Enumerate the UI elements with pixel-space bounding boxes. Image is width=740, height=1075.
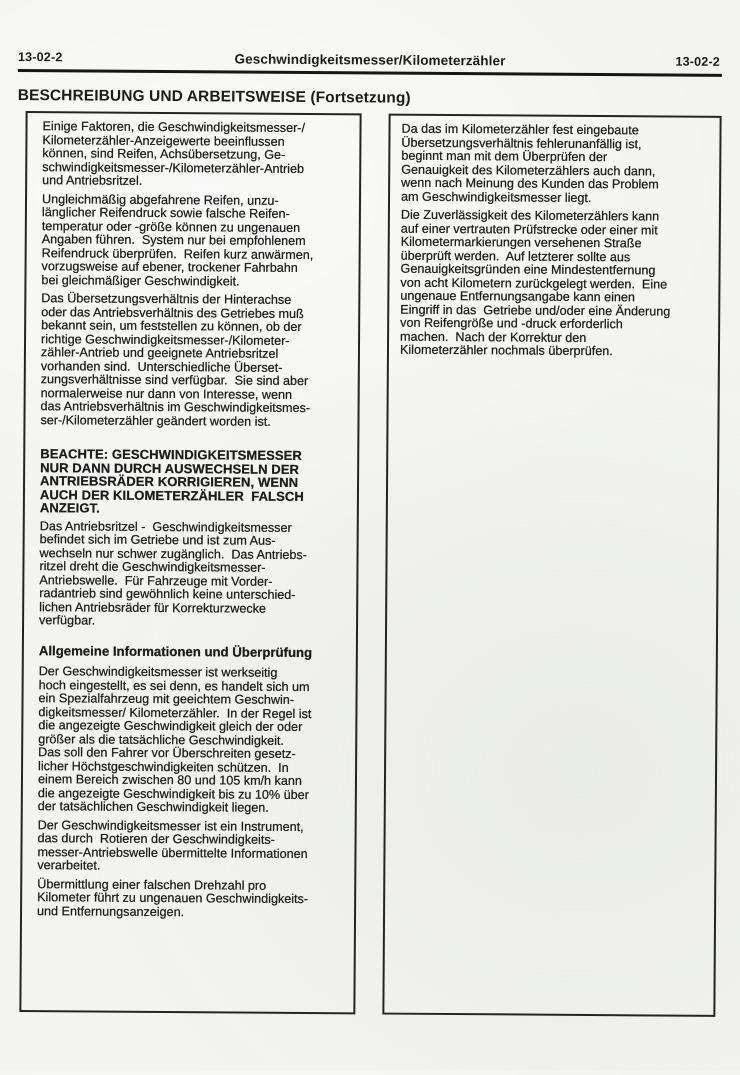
page-number-right: 13-02-2 bbox=[675, 54, 721, 69]
section-title: BESCHREIBUNG UND ARBEITSWEISE (Fortsetzung) bbox=[17, 86, 411, 107]
paragraph-reliability: Die Zuverlässigkeit des Kilometerzählers kann auf einer vertrauten Prüfstrecke oder einer mit Kilometermarkierungen versehenen Straße überprüft werden. Auf letzterer sollte aus Genauigkeitsgründen eine Mindestentfernung von acht Kilometern zurückgelegt werden. Eine ungenaue Entfernungsangabe kann einen Eingriff in das Getriebe und/oder eine Änderung von Reifengröße und -druck erforderlich machen. Nach der Korrektur den Kilometerzähler nochmals überprüfen. bbox=[399, 207, 671, 359]
paragraph-odometer-ratio: Da das im Kilometerzähler fest eingebaute Übersetzungsverhältnis fehlerunanfällig ist, beginnt man mit dem Überprüfen der Genauigkeit des Kilometerzählers auch dann, wenn nach Meinung des Kunden das Problem am Geschwindigkeitsmesser liegt. bbox=[401, 121, 659, 205]
left-column-box bbox=[19, 111, 361, 1014]
header-rule bbox=[18, 69, 722, 77]
paragraph-instrument: Der Geschwindigkeitsmesser ist ein Instrument, das durch Rotieren der Geschwindigkeits- messer-Antriebswelle übermittelte Informationen verarbeitet. bbox=[37, 818, 308, 874]
header-title: Geschwindigkeitsmesser/Kilometerzähler bbox=[234, 51, 506, 69]
page-header bbox=[0, 0, 740, 69]
note-beachte: BEACHTE: GESCHWINDIGKEITSMESSER NUR DANN DURCH AUSWECHSELN DER ANTRIEBSRÄDER KORRIGIEREN, WENN AUCH DER KILOMETERZÄHLER FALSCH ANZEIGT. bbox=[39, 446, 304, 516]
page-number-left: 13-02-2 bbox=[17, 49, 63, 65]
paragraph-pinion: Das Antriebsritzel - Geschwindigkeitsmesser befindet sich im Getriebe und ist zum Aus- wechseln nur schwer zugänglich. Das Antriebs- ritzel dreht die Geschwindigkeitsmesser- Antriebswelle. Für Fahrzeuge mit Vorder- radantrieb sind gewöhnlich keine unterschied- lichen Antriebsräder für Korrekturzwecke verfügbar. bbox=[39, 519, 308, 629]
right-column-box bbox=[382, 114, 721, 1017]
paragraph-signal: Übermittlung einer falschen Drehzahl pro Kilometer führt zu ungenauen Geschwindigkeits- und Entfernungsanzeigen. bbox=[37, 877, 309, 920]
paragraph-factors: Einige Faktoren, die Geschwindigkeitsmesser-/ Kilometerzähler-Anzeigewerte beeinflussen können, sind Reifen, Achsübersetzung, Ge- schwindigkeitsmesser-/Kilometerzähler-Antrieb und Antriebsritzel. bbox=[42, 119, 306, 188]
paragraph-calibration: Der Geschwindigkeitsmesser ist werkseitig hoch eingestellt, es sei denn, es handelt sich um ein Spezialfahrzeug mit geeichtem Geschwin- digkeitsmesser/ Kilometerzähler. In der Regel ist die angezeigte Geschwindigkeit gleich der oder größer als die tatsächliche Geschwindigkeit. Das soll den Fahrer vor Überschreiten gesetz- licher Höchstgeschwindigkeiten schützen. In einem Bereich zwischen 80 und 105 km/h kann die angezeigte Geschwindigkeit bis zu 10% über der tatsächlichen Geschwindigkeit liegen. bbox=[37, 664, 312, 816]
subheading-general-info: Allgemeine Informationen und Überprüfung bbox=[38, 643, 313, 661]
paragraph-ratio: Das Übersetzungsverhältnis der Hinterachse oder das Antriebsverhältnis des Getriebes muß bekannt sein, um feststellen zu können, ob der richtige Geschwindigkeitsmesser-/Kilometer- zähler-Antrieb und geeignete Antriebsritzel vorhanden sind. Unterschiedliche Überset- zungsverhältnisse sind verfügbar. Sie sind aber normalerweise nur dann von Interesse, wenn das Antriebsverhältnis im Geschwindigkeitsmes- ser-/Kilometerzähler geändert worden ist. bbox=[40, 291, 311, 429]
paragraph-tires: Ungleichmäßig abgefahrene Reifen, unzu- länglicher Reifendruck sowie falsche Reifen- temperatur oder -größe können zu ungenauen Angaben führen. System nur bei empfohlenem Reifendruck überprüfen. Reifen kurz anwärmen, vorzugsweise auf ebener, trockener Fahrbahn bei gleichmäßiger Geschwindigkeit. bbox=[41, 191, 314, 289]
